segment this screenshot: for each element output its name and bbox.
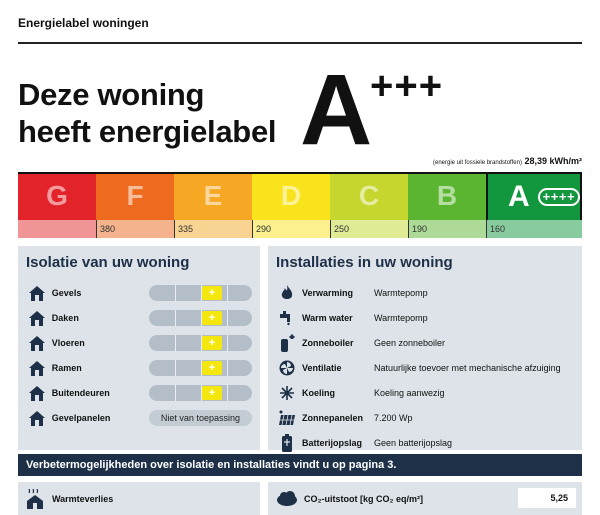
insulation-rating-bar	[149, 310, 252, 326]
insulation-panel	[18, 246, 260, 450]
insulation-list	[26, 280, 252, 430]
rating-divider	[227, 385, 228, 401]
insulation-row	[26, 330, 252, 355]
installation-value: Geen batterijopslag	[374, 437, 453, 448]
energy-band-threshold: 380	[96, 220, 174, 238]
energy-band-threshold: 190	[408, 220, 486, 238]
energy-band-a	[486, 172, 582, 238]
rating-divider	[227, 285, 228, 301]
energy-band-f	[96, 172, 174, 238]
installations-panel	[268, 246, 582, 450]
rating-marker: +	[202, 336, 222, 350]
heat-loss-icon	[26, 489, 48, 509]
energy-band-e	[174, 172, 252, 238]
insulation-label: Buitendeuren	[51, 387, 110, 398]
installation-row	[276, 380, 574, 405]
insulation-status: Niet van toepassing	[149, 410, 252, 426]
installation-label: Zonneboiler	[302, 337, 354, 348]
energy-band-d	[252, 172, 330, 238]
insulation-label: Ramen	[51, 362, 82, 373]
headline	[18, 76, 276, 150]
energy-scale-bands	[18, 172, 582, 238]
rating-divider	[175, 335, 176, 351]
insulation-row	[26, 280, 252, 305]
installation-value: Geen zonneboiler	[374, 337, 446, 348]
big-energy-label: A	[300, 54, 371, 166]
battery-icon	[276, 432, 298, 454]
headline-line-1: Deze woning	[18, 77, 205, 112]
energy-band-plus-pill: ++++	[538, 188, 580, 206]
header-title: Energielabel woningen	[18, 16, 149, 30]
installation-label: Batterijopslag	[302, 437, 363, 448]
rating-divider	[175, 285, 176, 301]
solar-panel-icon	[276, 407, 298, 429]
installation-row	[276, 430, 574, 455]
co2-panel	[268, 482, 582, 515]
energy-band-threshold	[18, 220, 96, 238]
faucet-icon	[276, 307, 298, 329]
snowflake-icon	[276, 382, 298, 404]
energy-band-letter: B	[408, 172, 486, 220]
fossil-energy-prefix: (energie uit fossiele brandstoffen)	[433, 160, 522, 166]
energy-band-letter: F	[96, 172, 174, 220]
fossil-energy-line	[433, 156, 582, 166]
installation-label: Warm water	[302, 312, 353, 323]
rating-marker: +	[202, 311, 222, 325]
insulation-rating-bar	[149, 285, 252, 301]
installation-label: Zonnepanelen	[302, 412, 364, 423]
rating-divider	[175, 385, 176, 401]
insulation-row	[26, 380, 252, 405]
energy-scale-top-line	[18, 172, 582, 174]
insulation-rating-bar	[149, 360, 252, 376]
installation-row	[276, 280, 574, 305]
insulation-rating-bar	[149, 335, 252, 351]
insulation-rating-bar	[149, 385, 252, 401]
insulation-label: Daken	[51, 312, 79, 323]
flame-icon	[276, 282, 298, 304]
installation-value: Koeling aanwezig	[374, 387, 445, 398]
rating-divider	[227, 335, 228, 351]
insulation-label: Gevels	[51, 287, 82, 298]
house-icon	[26, 307, 48, 329]
co2-label: CO₂-uitstoot [kg CO₂ eq/m²]	[304, 493, 423, 504]
installation-row	[276, 330, 574, 355]
energy-band-threshold: 290	[252, 220, 330, 238]
installation-value: Warmtepomp	[374, 312, 428, 323]
improvement-banner[interactable]: Verbetermogelijkheden over isolatie en installaties vindt u op pagina 3.	[18, 454, 582, 476]
co2-value: 5,25	[518, 488, 576, 508]
insulation-label: Vloeren	[51, 337, 85, 348]
insulation-row	[26, 305, 252, 330]
energy-band-g	[18, 172, 96, 238]
energy-band-letter: G	[18, 172, 96, 220]
installation-value: 7.200 Wp	[374, 412, 413, 423]
house-icon	[26, 407, 48, 429]
rating-divider	[227, 310, 228, 326]
heat-loss-panel	[18, 482, 260, 515]
rating-divider	[227, 360, 228, 376]
installations-title: Installaties in uw woning	[276, 254, 453, 271]
energy-band-threshold: 160	[486, 220, 582, 238]
house-icon	[26, 282, 48, 304]
installation-value: Natuurlijke toevoer met mechanische afzuiging	[374, 362, 561, 373]
co2-icon	[276, 491, 300, 507]
big-energy-label-plus: +++	[370, 64, 444, 108]
rating-marker: +	[202, 361, 222, 375]
house-icon	[26, 382, 48, 404]
energy-band-threshold: 250	[330, 220, 408, 238]
energy-band-letter: E	[174, 172, 252, 220]
house-icon	[26, 332, 48, 354]
installations-list	[276, 280, 574, 455]
rating-divider	[175, 310, 176, 326]
insulation-title: Isolatie van uw woning	[26, 254, 190, 271]
rating-divider	[175, 360, 176, 376]
fan-icon	[276, 357, 298, 379]
energy-band-c	[330, 172, 408, 238]
installation-label: Verwarming	[302, 287, 354, 298]
energy-band-b	[408, 172, 486, 238]
fossil-energy-value: 28,39 kWh/m²	[524, 156, 582, 166]
heat-loss-label: Warmteverlies	[52, 493, 114, 504]
headline-line-2: heeft energielabel	[18, 114, 277, 149]
installation-row	[276, 405, 574, 430]
installation-value: Warmtepomp	[374, 287, 428, 298]
header-rule	[18, 42, 582, 44]
solar-boiler-icon	[276, 332, 298, 354]
installation-row	[276, 305, 574, 330]
energy-band-letter	[486, 172, 582, 220]
rating-marker: +	[202, 386, 222, 400]
house-icon	[26, 357, 48, 379]
rating-marker: +	[202, 286, 222, 300]
installation-label: Ventilatie	[302, 362, 342, 373]
insulation-row	[26, 405, 252, 430]
energy-band-letter: D	[252, 172, 330, 220]
insulation-row	[26, 355, 252, 380]
installation-label: Koeling	[302, 387, 335, 398]
insulation-label: Gevelpanelen	[51, 412, 111, 423]
energy-band-threshold: 335	[174, 220, 252, 238]
energy-scale	[18, 172, 582, 238]
installation-row	[276, 355, 574, 380]
energy-band-letter: C	[330, 172, 408, 220]
energy-band-active-letter: A	[508, 180, 530, 213]
